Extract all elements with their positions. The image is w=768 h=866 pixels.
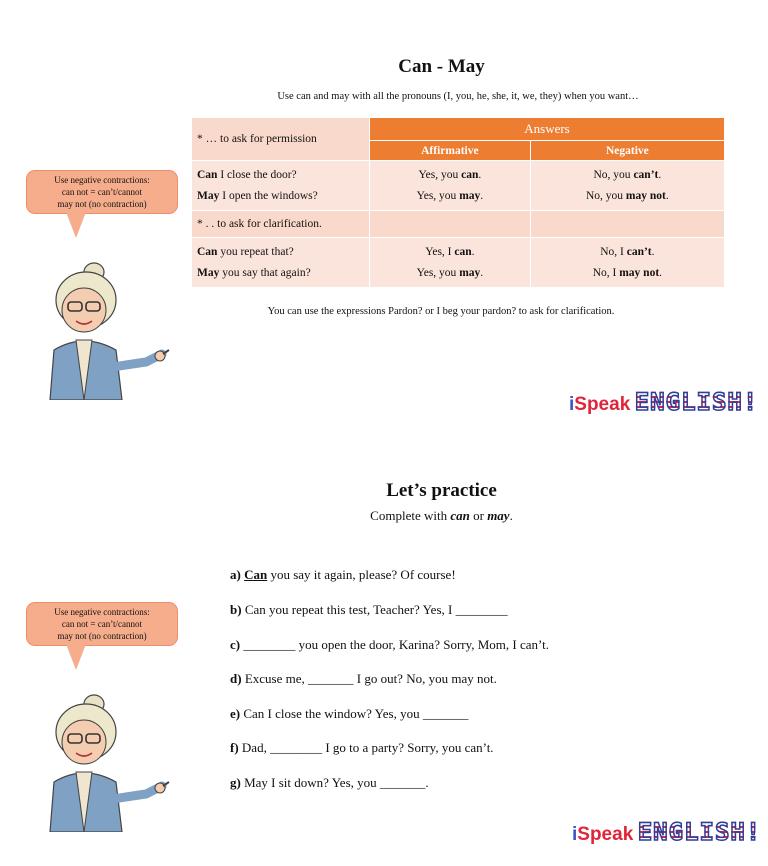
question-text: Excuse me, _______ I go out? No, you may not.	[241, 671, 497, 686]
question-c	[230, 637, 549, 653]
question-text: you say it again, please? Of course!	[267, 567, 456, 582]
logo-speak: Speak	[574, 394, 631, 415]
practice-title: Let’s practice	[386, 480, 497, 501]
ispeak-english-logo	[569, 388, 758, 416]
permission-negative: No, you can’t. No, you may not.	[530, 161, 724, 211]
bubble-line: can not = can’t/cannot	[61, 187, 143, 197]
instr-or: or	[469, 508, 488, 523]
permission-questions	[192, 161, 370, 211]
logo-i: i	[572, 824, 578, 845]
practice-instruction	[0, 508, 768, 524]
question-f	[230, 740, 494, 756]
n-pre: No, you	[593, 168, 634, 181]
q-word: Can	[197, 168, 218, 181]
clarification-note: You can use the expressions Pardon? or I beg your pardon? to ask for clarification.	[267, 306, 615, 317]
empty-cell	[530, 211, 724, 238]
answers-header: Answers	[370, 118, 725, 141]
question-e	[230, 706, 468, 722]
question-d	[230, 671, 497, 687]
n-pre: No, I	[592, 266, 620, 279]
question-letter: g)	[230, 775, 241, 790]
bubble-line: Use negative contractions:	[54, 175, 150, 185]
teacher-avatar-icon	[46, 258, 170, 400]
bubble-line: Use negative contractions:	[54, 607, 150, 617]
question-g	[230, 775, 429, 791]
question-text: Can I close the window? Yes, you _______	[240, 706, 469, 721]
question-a	[230, 567, 456, 583]
n-bold: may not	[625, 189, 666, 202]
clarification-negative: No, I can’t. No, I may not.	[530, 238, 724, 288]
bubble-line: may not (no contraction)	[57, 631, 147, 641]
permission-label: * … to ask for permission	[192, 118, 370, 161]
n-pre: No, I	[600, 245, 627, 258]
negative-header: Negative	[530, 141, 724, 161]
question-letter: b)	[230, 602, 242, 617]
q-word: Can	[197, 245, 218, 258]
answer-example: Can	[244, 567, 268, 582]
a-pre: Yes, you	[416, 266, 460, 279]
q-rest: I close the door?	[217, 168, 297, 181]
clarification-label: * . . to ask for clarification.	[192, 211, 370, 238]
a-pre: Yes, I	[425, 245, 455, 258]
clarification-questions	[192, 238, 370, 288]
permission-affirmative: Yes, you can. Yes, you may.	[370, 161, 531, 211]
q-rest: I open the windows?	[219, 189, 318, 202]
affirmative-header: Affirmative	[370, 141, 531, 161]
a-pre: Yes, you	[416, 189, 460, 202]
question-text: May I sit down? Yes, you _______.	[240, 775, 429, 790]
question-b	[230, 602, 508, 618]
question-letter: c)	[230, 637, 241, 652]
intro-text: Use can and may with all the pronouns (I, you, he, she, it, we, they) when you want…	[277, 91, 639, 102]
clarification-affirmative: Yes, I can. Yes, you may.	[370, 238, 531, 288]
logo-english: ENGLISH!	[637, 818, 762, 846]
bubble-tail	[66, 212, 86, 238]
a-pre: Yes, you	[418, 168, 462, 181]
a-bold: can	[461, 168, 479, 181]
logo-speak: Speak	[577, 824, 634, 845]
question-text: Dad, ________ I go to a party? Sorry, you can’t.	[238, 740, 494, 755]
instr-may: may	[487, 508, 510, 523]
bubble-line: may not (no contraction)	[57, 199, 147, 209]
n-bold: can’t	[633, 168, 659, 181]
a-bold: may	[459, 266, 481, 279]
n-pre: No, you	[585, 189, 626, 202]
n-bold: can’t	[626, 245, 652, 258]
instr-can: can	[450, 508, 470, 523]
instr-pre: Complete with	[370, 508, 451, 523]
ispeak-english-logo	[572, 818, 761, 846]
instr-end: .	[509, 508, 513, 523]
q-rest: you say that again?	[219, 266, 311, 279]
a-bold: may	[459, 189, 481, 202]
question-letter: a)	[230, 567, 241, 582]
n-bold: may not	[619, 266, 660, 279]
bubble-line: can not = can’t/cannot	[61, 619, 143, 629]
page-title: Can - May	[398, 56, 485, 77]
question-letter: d)	[230, 671, 242, 686]
question-text: Can you repeat this test, Teacher? Yes, I ________	[241, 602, 508, 617]
q-rest: you repeat that?	[217, 245, 294, 258]
question-text: ________ you open the door, Karina? Sorry, Mom, I can’t.	[240, 637, 549, 652]
question-letter: e)	[230, 706, 241, 721]
logo-english: ENGLISH!	[634, 388, 759, 416]
logo-i: i	[569, 394, 575, 415]
empty-cell	[370, 211, 531, 238]
a-bold: can	[454, 245, 472, 258]
question-letter: f)	[230, 740, 239, 755]
q-word: May	[197, 266, 220, 279]
speech-bubble	[26, 170, 178, 214]
bubble-tail	[66, 644, 86, 670]
q-word: May	[197, 189, 220, 202]
speech-bubble	[26, 602, 178, 646]
can-may-table	[191, 117, 725, 288]
teacher-avatar-icon	[46, 690, 170, 832]
